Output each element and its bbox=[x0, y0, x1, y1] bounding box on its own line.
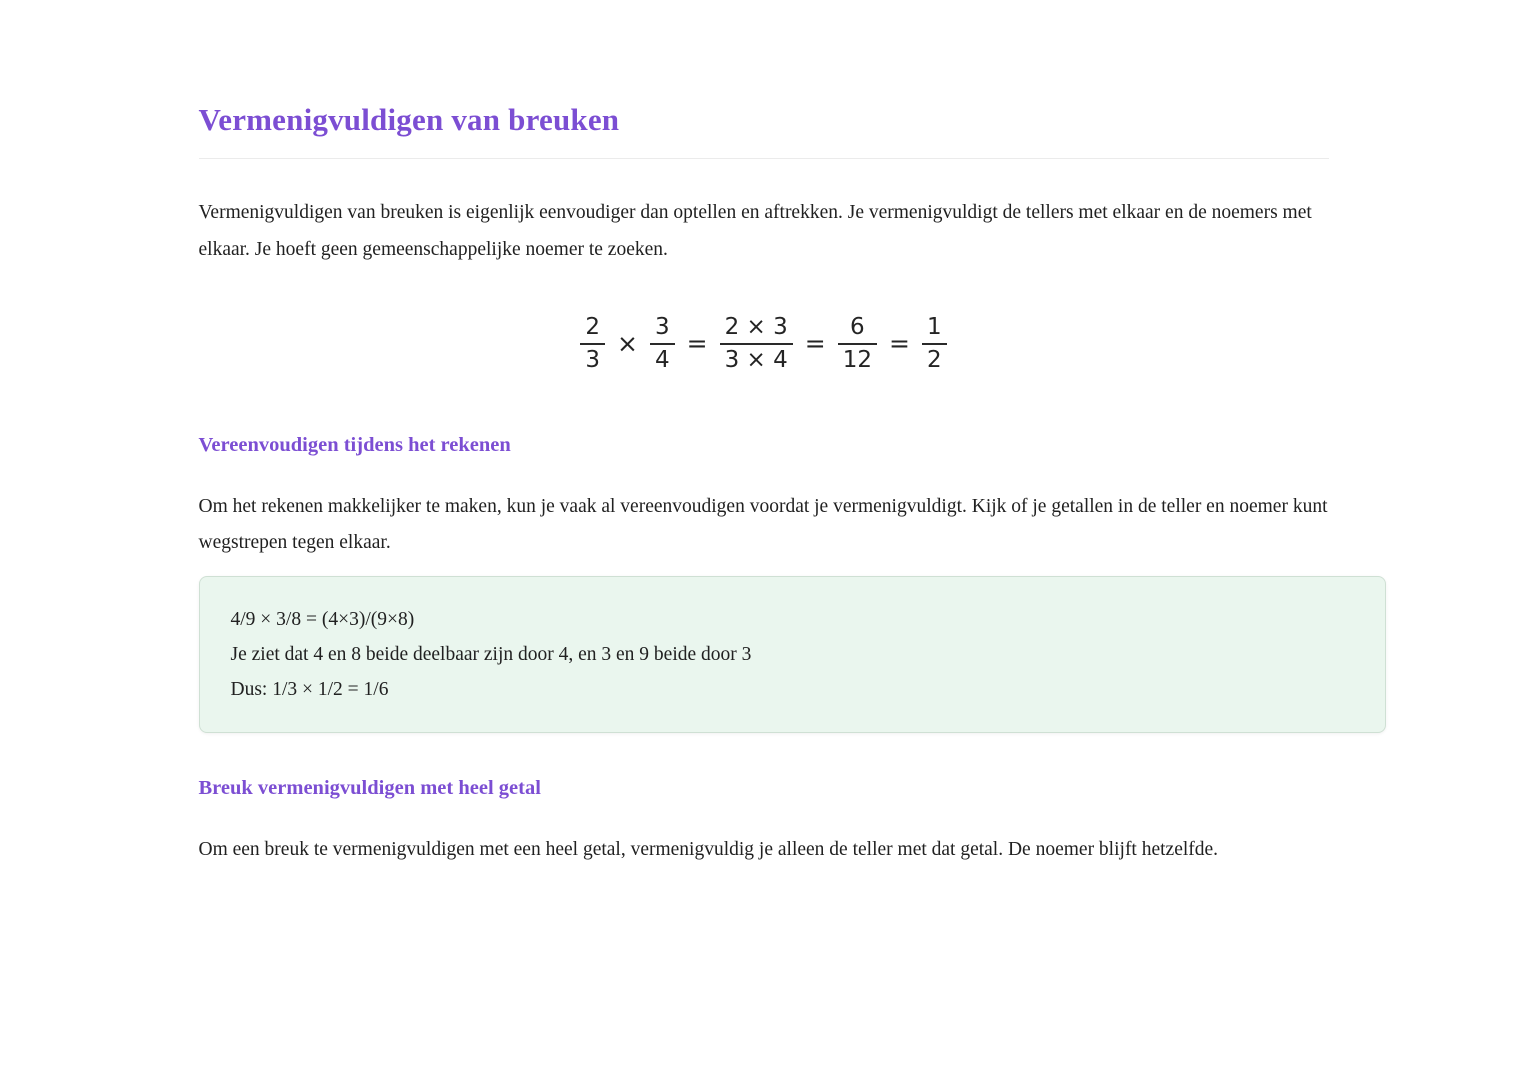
equals-sign: = bbox=[686, 329, 708, 359]
section-heading-heel-getal: Breuk vermenigvuldigen met heel getal bbox=[198, 776, 541, 799]
fraction-2-3 bbox=[580, 314, 605, 374]
fraction-denominator: 12 bbox=[842, 347, 872, 374]
fraction-denominator: 2 bbox=[926, 347, 942, 374]
equals-sign: = bbox=[804, 329, 826, 359]
example-line-1: 4/9 × 3/8 = (4×3)/(9×8) bbox=[230, 608, 415, 630]
page-title: Vermenigvuldigen van breuken bbox=[198, 102, 620, 137]
fraction-denominator: 3 bbox=[585, 347, 601, 374]
lesson-page bbox=[199, 0, 1329, 868]
intro-paragraph: Vermenigvuldigen van breuken is eigenlijk eenvoudiger dan optellen en aftrekken. Je vermenigvuldigt de tellers met elkaar en de noemers met elkaar. Je hoeft geen gemeenschappelijke noemer te zoeken. bbox=[198, 202, 1312, 260]
fraction-6-12 bbox=[838, 314, 877, 374]
fraction-3-4 bbox=[650, 314, 675, 374]
section-heading-vereenvoudigen: Vereenvoudigen tijdens het rekenen bbox=[198, 433, 511, 456]
fraction-product bbox=[720, 314, 793, 374]
multiply-sign: × bbox=[617, 329, 638, 359]
fraction-numerator: 6 bbox=[838, 314, 877, 345]
equals-sign: = bbox=[889, 329, 910, 359]
section2-paragraph: Om een breuk te vermenigvuldigen met een heel getal, vermenigvuldig je alleen de teller met dat getal. De noemer blijft hetzelfde. bbox=[198, 838, 1219, 860]
example-line-2: Je ziet dat 4 en 8 beide deelbaar zijn door 4, en 3 en 9 beide door 3 bbox=[230, 643, 752, 665]
fraction-numerator: 3 bbox=[650, 314, 675, 345]
fraction-denominator: 4 bbox=[655, 347, 670, 374]
fraction-1-2 bbox=[922, 314, 947, 374]
fraction-numerator: 2 bbox=[580, 314, 605, 345]
example-box bbox=[199, 576, 1386, 733]
fraction-numerator: 1 bbox=[922, 314, 947, 345]
title-divider bbox=[199, 158, 1329, 159]
fraction-numerator: 2 × 3 bbox=[720, 314, 793, 345]
fraction-formula bbox=[199, 314, 1329, 374]
example-line-3: Dus: 1/3 × 1/2 = 1/6 bbox=[230, 678, 389, 700]
section1-paragraph: Om het rekenen makkelijker te maken, kun je vaak al vereenvoudigen voordat je vermenigvuldigt. Kijk of je getallen in de teller en noemer kunt wegstrepen tegen elkaar. bbox=[198, 495, 1328, 554]
fraction-denominator: 3 × 4 bbox=[724, 347, 788, 374]
